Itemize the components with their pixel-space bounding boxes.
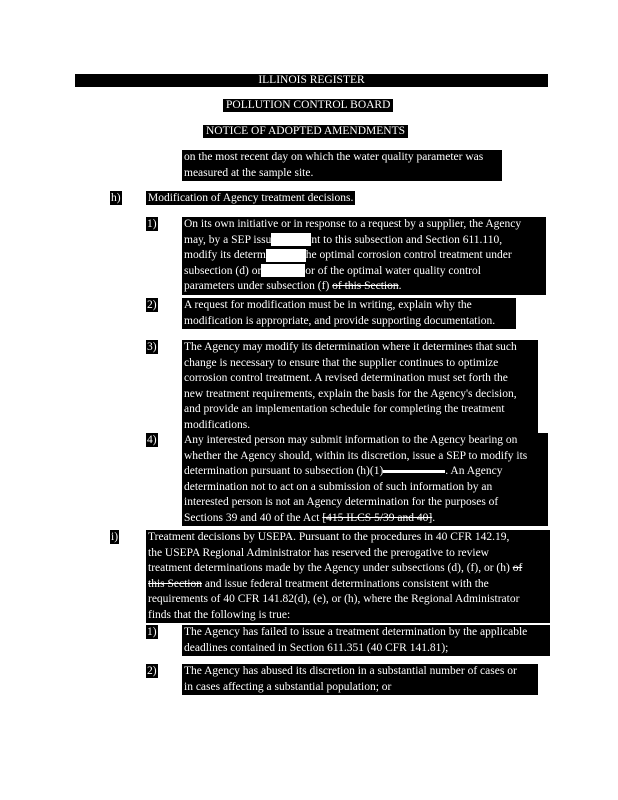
text-line: Any interested person may submit information to the Agency bearing on [184,434,518,446]
i-item-2-text [182,664,538,695]
section-h-title: Modification of Agency treatment decisions. [148,192,354,204]
text-fragment: subsection (d) or [184,264,262,277]
text-line: The Agency may modify its determination where it determines that such [184,341,517,353]
text-line: interested person is not an Agency determination for the purposes of [184,496,499,508]
i-item-1-label: 1) [147,626,157,638]
i-item-1-text [182,625,550,656]
text-line: Treatment decisions by USEPA. Pursuant to the procedures in 40 CFR 142.19, [148,531,510,543]
text-line: On its own initiative or in response to a request by a supplier, the Agency [184,218,522,230]
text-line [148,561,548,577]
text-line: requirements of 40 CFR 141.82(d), (e), or (h), where the Regional Administrator [148,593,520,605]
text-line: new treatment requirements, explain the basis for the Agency's decision, [184,387,517,400]
h-item-2-label: 2) [147,299,157,311]
text-line: deadlines contained in Section 611.351 (40 CFR 141.81); [184,641,449,654]
h-item-1-label: 1) [147,218,157,230]
text-line: corrosion control treatment. A revised determination must set forth the [184,372,508,384]
text-fragment: or of the optimal water quality control [305,264,481,277]
text-line: whether the Agency should, within its discretion, issue a SEP to modify its [184,449,528,462]
text-line [184,248,544,264]
register-title: ILLINOIS REGISTER [75,74,548,87]
text-line [184,233,544,249]
text-line: A request for modification must be in writing, explain why the [184,299,472,311]
notice-title: NOTICE OF ADOPTED AMENDMENTS [203,125,408,138]
h-item-3-label: 3) [147,341,157,353]
text-line [184,264,544,280]
text-line: on the most recent day on which the water quality parameter was [184,151,484,163]
h-item-4-text [182,433,548,526]
section-i-text [146,530,550,623]
h-item-2-text [182,298,516,329]
deleted-text: of this Section [332,280,399,292]
text-line: in cases affecting a substantial population; or [184,680,392,693]
text-line: The Agency has abused its discretion in a substantial number of cases or [184,665,517,677]
deleted-text: of [512,562,523,574]
redaction-box [271,233,311,246]
deleted-text: [415 ILCS 5/39 and 40] [322,511,433,524]
text-line: measured at the sample site. [184,166,314,179]
text-line: determination not to act on a submission of such information by an [184,480,493,493]
text-line: and provide an implementation schedule for completing the treatment [184,403,505,415]
text-line: finds that the following is true: [148,608,291,621]
text-line [184,511,446,527]
section-h-label: h) [111,192,121,204]
text-fragment: parameters under subsection (f) [184,280,330,292]
text-line: modification is appropriate, and provide supporting documentation. [184,314,496,327]
text-line [148,577,548,593]
text-fragment: nt to this subsection and Section 611.110, [311,233,503,246]
h-item-4-label: 4) [147,434,157,446]
text-fragment: he optimal corrosion control treatment under [305,249,512,261]
text-fragment: treatment determinations made by the Agency under subsections (d), (f), or (h) [148,562,510,574]
continuation-text [182,150,502,181]
deleted-text: this Section [148,577,202,590]
redaction-box [383,470,445,473]
text-fragment: determination pursuant to subsection (h)(1) [184,465,384,477]
section-i-label: i) [111,531,119,543]
text-fragment: may, by a SEP issu [184,233,272,246]
text-line: change is necessary to ensure that the supplier continues to optimize [184,356,499,369]
text-line: modifications. [184,418,251,431]
text-fragment: Sections 39 and 40 of the Act [184,511,320,524]
text-fragment: . An Agency [445,465,503,477]
text-fragment: and issue federal treatment determinations consistent with the [202,577,489,590]
h-item-1-text [182,217,546,295]
board-title: POLLUTION CONTROL BOARD [223,99,393,112]
text-line [184,279,412,295]
redaction-box [261,264,305,277]
text-fragment: . [432,511,436,524]
h-item-3-text [182,340,538,433]
redaction-box [266,249,306,262]
text-line [184,464,546,480]
text-fragment: . [398,280,402,292]
text-line: The Agency has failed to issue a treatment determination by the applicable [184,626,528,638]
i-item-2-label: 2) [147,665,157,677]
text-line: the USEPA Regional Administrator has reserved the prerogative to review [148,546,489,559]
text-fragment: modify its determ [184,249,266,261]
